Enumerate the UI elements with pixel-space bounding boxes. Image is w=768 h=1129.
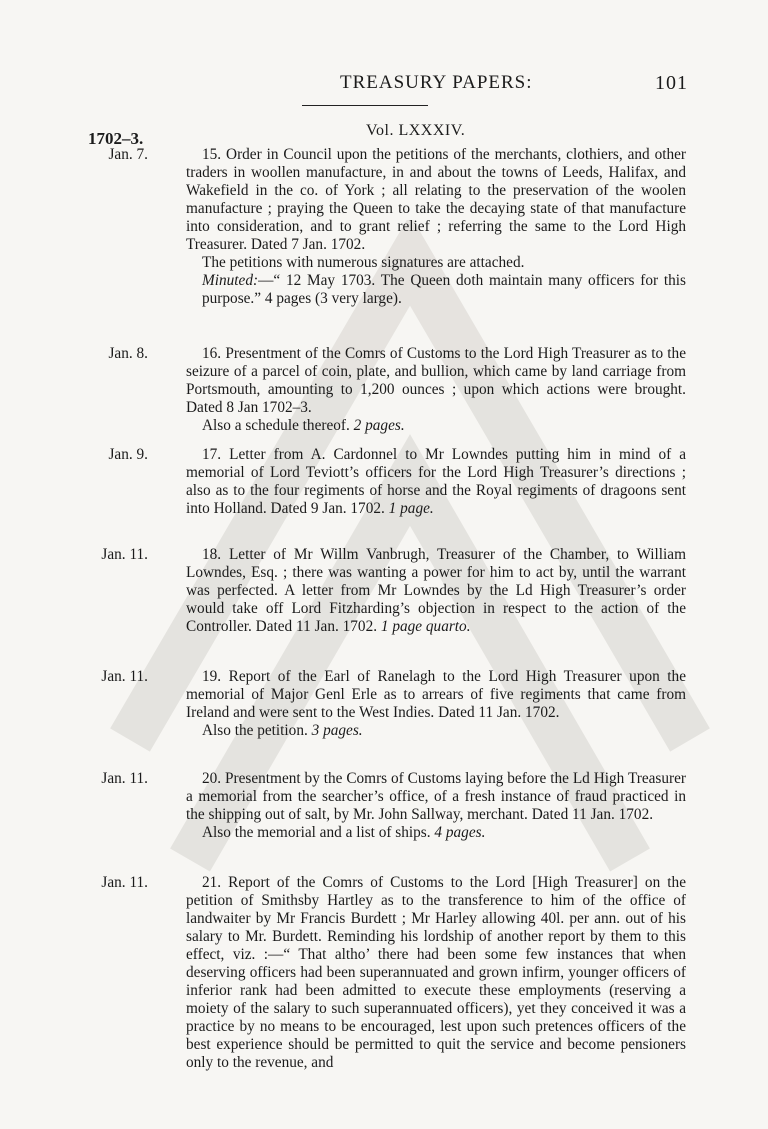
entry-date: Jan. 11. xyxy=(101,668,148,685)
entry-pages: 1 page. xyxy=(388,500,434,517)
header-rule xyxy=(302,105,428,106)
entry-text: 19. Report of the Earl of Ranelagh to the Lord High Treasurer upon the memorial of Major Genl Erle as to arrears of five regiments that came from Ireland and were sent to the West Indies. Dated 11 Jan. 1702. xyxy=(186,668,686,721)
entry-19 xyxy=(186,668,686,740)
entry-text: 21. Report of the Comrs of Customs to the Lord [High Treasurer] on the petition of Smithsby Hartley as to the transference to him of the office of landwaiter by Mr Francis Burdett ; Mr Harley allowing 40l. per ann. out of his salary to Mr. Burdett. Reminding his lordship of another report by them to this effect, viz. :—“ That altho’ there had been some few instances that when deserving officers had been superannuated and grown infirm, younger officers of inferior rank had been admitted to execute these employments (reserving a moiety of the salary to such superannuated officers), yet they conceived it was a practice by no means to be encouraged, lest upon such pretences officers of the best experience should be permitted to quit the service and become pensioners only to the revenue, and xyxy=(186,874,686,1071)
entry-date: Jan. 8. xyxy=(108,345,148,362)
entry-note-text: Also the memorial and a list of ships. xyxy=(202,824,431,841)
entry-text-wrap xyxy=(186,546,686,636)
entry-note xyxy=(186,417,686,435)
entry-text: 17. Letter from A. Cardonnel to Mr Lowndes putting him in mind of a memorial of Lord Teviott’s officers for the Lord High Treasurer’s directions ; also as to the four regiments of horse and the Royal regiments of dragoons sent into Holland. Dated 9 Jan. 1702. xyxy=(186,446,686,517)
entry-date: Jan. 11. xyxy=(101,546,148,563)
entry-20 xyxy=(186,770,686,842)
entry-text: 20. Presentment by the Comrs of Customs laying before the Ld High Treasurer a memorial from the searcher’s office, of a fresh instance of fraud practiced in the shipping out of salt, by Mr. John Sallway, merchant. Dated 11 Jan. 1702. xyxy=(186,770,686,823)
entry-16 xyxy=(186,345,686,435)
entry-note xyxy=(186,722,686,740)
entry-pages: 4 pages (3 very large). xyxy=(264,290,402,307)
entry-text: 16. Presentment of the Comrs of Customs to the Lord High Treasurer as to the seizure of a parcel of coin, plate, and bullion, which came by land carriage from Portsmouth, amounting to 1,200 ounces ; upon which actions were brought. Dated 8 Jan 1702–3. xyxy=(186,345,686,416)
entry-note-text: Also a schedule thereof. xyxy=(202,417,350,434)
entry-pages: 1 page quarto. xyxy=(380,618,471,635)
entry-minute xyxy=(186,272,686,308)
year-label: 1702–3. xyxy=(88,129,144,148)
entry-pages: 3 pages. xyxy=(311,722,363,739)
entry-17 xyxy=(186,446,686,518)
entry-date: Jan. 9. xyxy=(108,446,148,463)
entry-note-text: Also the petition. xyxy=(202,722,308,739)
entry-text: 18. Letter of Mr Willm Vanbrugh, Treasurer of the Chamber, to William Lowndes, Esq. ; there was wanting a power for him to act by, until the warrant was perfected. A letter from Mr Lowndes by the Ld High Treasurer’s order would take off Lord Fitzharding’s objection in respect to the action of the Controller. Dated 11 Jan. 1702. xyxy=(186,546,686,635)
entry-note xyxy=(186,824,686,842)
entry-21 xyxy=(186,874,686,1072)
minuted-text: —“ 12 May 1703. The Queen doth maintain many officers for this purpose.” xyxy=(202,272,686,307)
minuted-label: Minuted: xyxy=(202,272,259,289)
entry-date: Jan. 11. xyxy=(101,770,148,787)
entry-pages: 2 pages. xyxy=(353,417,405,434)
entry-15 xyxy=(186,146,686,308)
entry-note: The petitions with numerous signatures are attached. xyxy=(202,254,525,271)
entry-text-wrap xyxy=(186,446,686,518)
entry-text: 15. Order in Council upon the petitions of the merchants, clothiers, and other traders in woollen manufacture, in and about the towns of Leeds, Halifax, and Wakefield in the co. of York ; all relating to the preservation of the woolen manufacture ; praying the Queen to take the decaying state of that manufacture into consideration, and to grant relief ; referring the same to the Lord High Treasurer. Dated 7 Jan. 1702. xyxy=(186,146,686,253)
entry-pages: 4 pages. xyxy=(434,824,486,841)
volume-label: Vol. LXXXIV. xyxy=(366,122,466,139)
entry-18 xyxy=(186,546,686,636)
page-number: 101 xyxy=(655,72,688,94)
entry-date: Jan. 11. xyxy=(101,874,148,891)
running-title: TREASURY PAPERS: xyxy=(340,72,533,93)
entry-date: Jan. 7. xyxy=(108,146,148,163)
